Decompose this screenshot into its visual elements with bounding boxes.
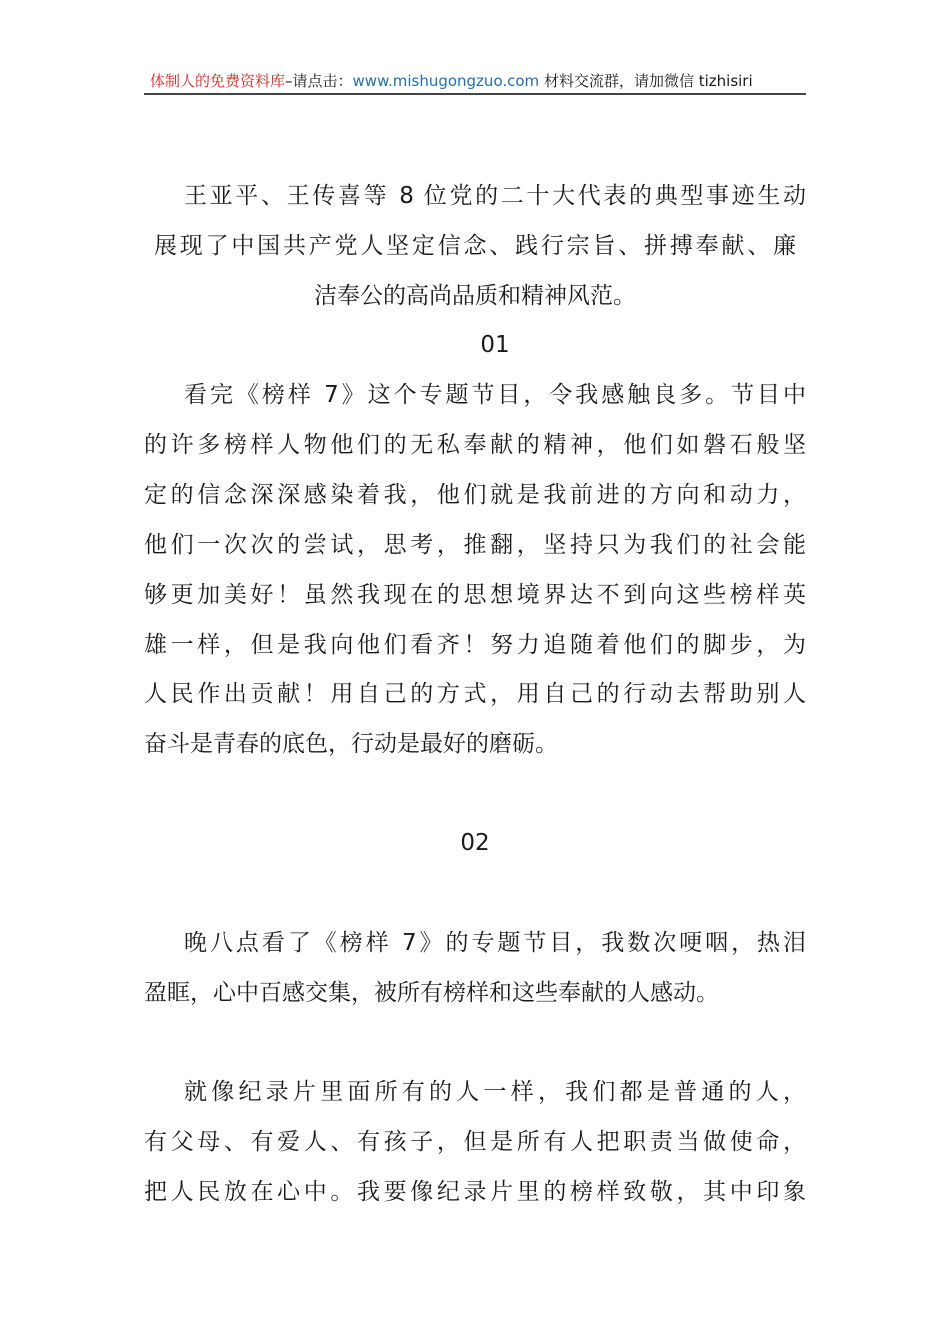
intro-line: 展现了中国共产党人坚定信念、践行宗旨、拼搏奉献、廉 xyxy=(154,233,796,259)
body-line: 他们一次次的尝试，思考，推翻，坚持只为我们的社会能 xyxy=(144,532,806,558)
body-line: 奋斗是青春的底色，行动是最好的磨砺。 xyxy=(144,731,558,757)
header-brand: 体制人的免费资料库 xyxy=(150,72,286,90)
intro-line: 洁奉公的高尚品质和精神风范。 xyxy=(314,283,636,309)
body-line: 看完《榜样 7》这个专题节目，令我感触良多。节目中 xyxy=(184,382,806,408)
body-line: 就像纪录片里面所有的人一样，我们都是普通的人， xyxy=(184,1079,806,1105)
section-number: 01 xyxy=(480,332,510,358)
intro-line: 王亚平、王传喜等 8 位党的二十大代表的典型事迹生动 xyxy=(184,183,806,209)
page-header xyxy=(150,70,753,92)
header-contact: 材料交流群，请加微信 tizhisiri xyxy=(543,72,753,90)
body-line: 定的信念深深感染着我，他们就是我前进的方向和动力， xyxy=(144,482,806,508)
body-line: 盈眶，心中百感交集，被所有榜样和这些奉献的人感动。 xyxy=(144,980,719,1006)
body-line: 人民作出贡献！用自己的方式，用自己的行动去帮助别人 xyxy=(144,681,806,707)
section-number: 02 xyxy=(460,830,490,856)
header-prompt: –请点击： xyxy=(285,72,353,90)
body-line: 雄一样，但是我向他们看齐！努力追随着他们的脚步，为 xyxy=(144,632,806,658)
body-line: 够更加美好！虽然我现在的思想境界达不到向这些榜样英 xyxy=(144,582,806,608)
header-divider xyxy=(144,93,806,95)
header-url-link[interactable]: www.mishugongzuo.com xyxy=(352,72,540,90)
body-line: 有父母、有爱人、有孩子，但是所有人把职责当做使命， xyxy=(144,1129,806,1155)
body-line: 晚八点看了《榜样 7》的专题节目，我数次哽咽，热泪 xyxy=(184,930,806,956)
body-line: 把人民放在心中。我要像纪录片里的榜样致敬，其中印象 xyxy=(144,1179,806,1205)
body-line: 的许多榜样人物他们的无私奉献的精神，他们如磐石般坚 xyxy=(144,432,806,458)
